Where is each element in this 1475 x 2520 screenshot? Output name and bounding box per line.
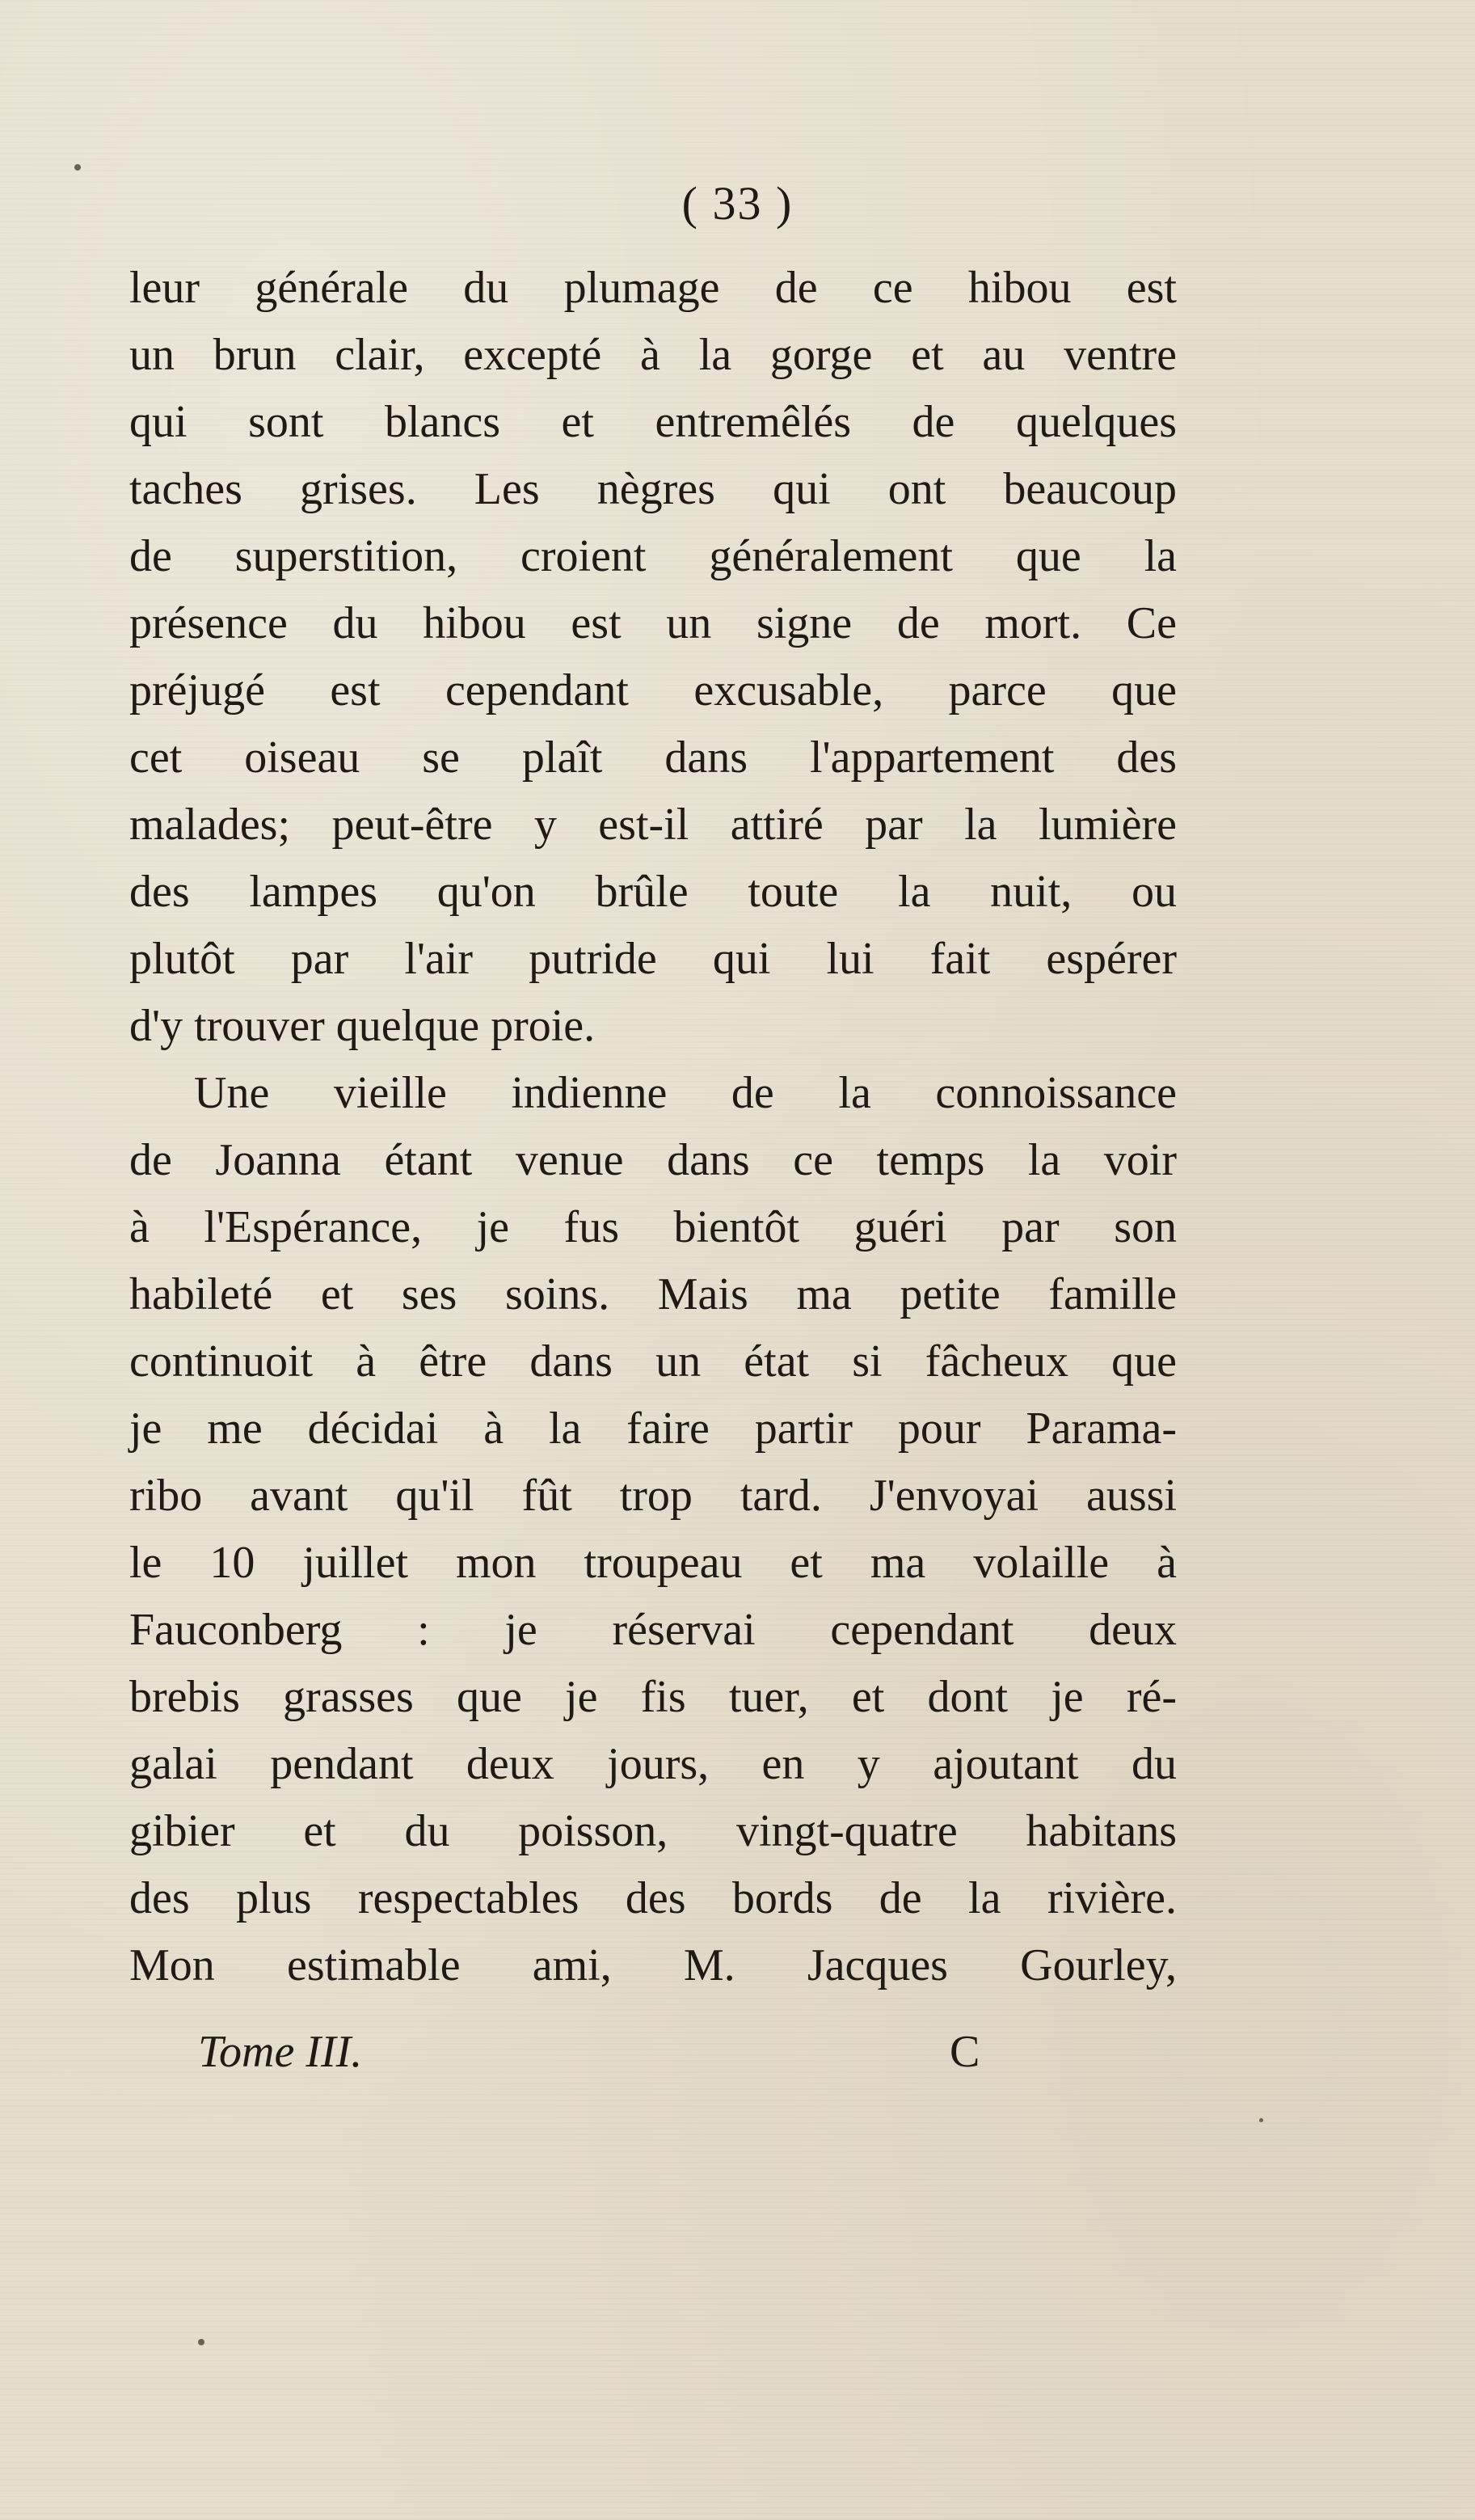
text-line: cet oiseau se plaît dans l'appartement des [129, 732, 1177, 783]
paper-speck [74, 164, 81, 171]
text-line: présence du hibou est un signe de mort. Ce [129, 598, 1177, 648]
paper-speck [1259, 2118, 1263, 2122]
text-line: de Joanna étant venue dans ce temps la voir [129, 1135, 1177, 1185]
text-line: leur générale du plumage de ce hibou est [129, 263, 1177, 313]
text-line: Mon estimable ami, M. Jacques Gourley, [129, 1940, 1177, 1990]
gathering-signature: C [950, 2027, 980, 2077]
text-line: préjugé est cependant excusable, parce que [129, 665, 1177, 715]
signature-line [0, 2019, 1475, 2086]
text-line: le 10 juillet mon troupeau et ma volaille à [129, 1538, 1177, 1588]
text-line: Fauconberg : je réservai cependant deux [129, 1605, 1177, 1655]
text-line: à l'Espérance, je fus bientôt guéri par son [129, 1202, 1177, 1252]
text-line: qui sont blancs et entremêlés de quelques [129, 397, 1177, 447]
text-line: des plus respectables des bords de la rivière. [129, 1873, 1177, 1923]
text-line: des lampes qu'on brûle toute la nuit, ou [129, 867, 1177, 917]
text-line: taches grises. Les nègres qui ont beaucoup [129, 464, 1177, 514]
paper-speck [198, 2339, 204, 2345]
body-text [129, 255, 1177, 1999]
text-line: habileté et ses soins. Mais ma petite famille [129, 1269, 1177, 1319]
text-line: plutôt par l'air putride qui lui fait espérer [129, 934, 1177, 984]
text-line: je me décidai à la faire partir pour Parama- [129, 1404, 1177, 1454]
text-line: un brun clair, excepté à la gorge et au ventre [129, 330, 1177, 380]
volume-signature: Tome III. [198, 2027, 363, 2077]
text-line: d'y trouver quelque proie. [129, 1001, 596, 1051]
text-line: continuoit à être dans un état si fâcheux que [129, 1336, 1177, 1387]
page-number: ( 33 ) [681, 177, 794, 230]
text-line: ribo avant qu'il fût trop tard. J'envoyai aussi [129, 1471, 1177, 1521]
text-line: brebis grasses que je fis tuer, et dont je ré- [129, 1672, 1177, 1722]
text-line: galai pendant deux jours, en y ajoutant du [129, 1739, 1177, 1789]
text-line: de superstition, croient généralement que la [129, 531, 1177, 581]
text-line: Une vieille indienne de la connoissance [194, 1068, 1177, 1118]
text-line: malades; peut-être y est-il attiré par la lumière [129, 800, 1177, 850]
text-line: gibier et du poisson, vingt-quatre habitans [129, 1806, 1177, 1856]
